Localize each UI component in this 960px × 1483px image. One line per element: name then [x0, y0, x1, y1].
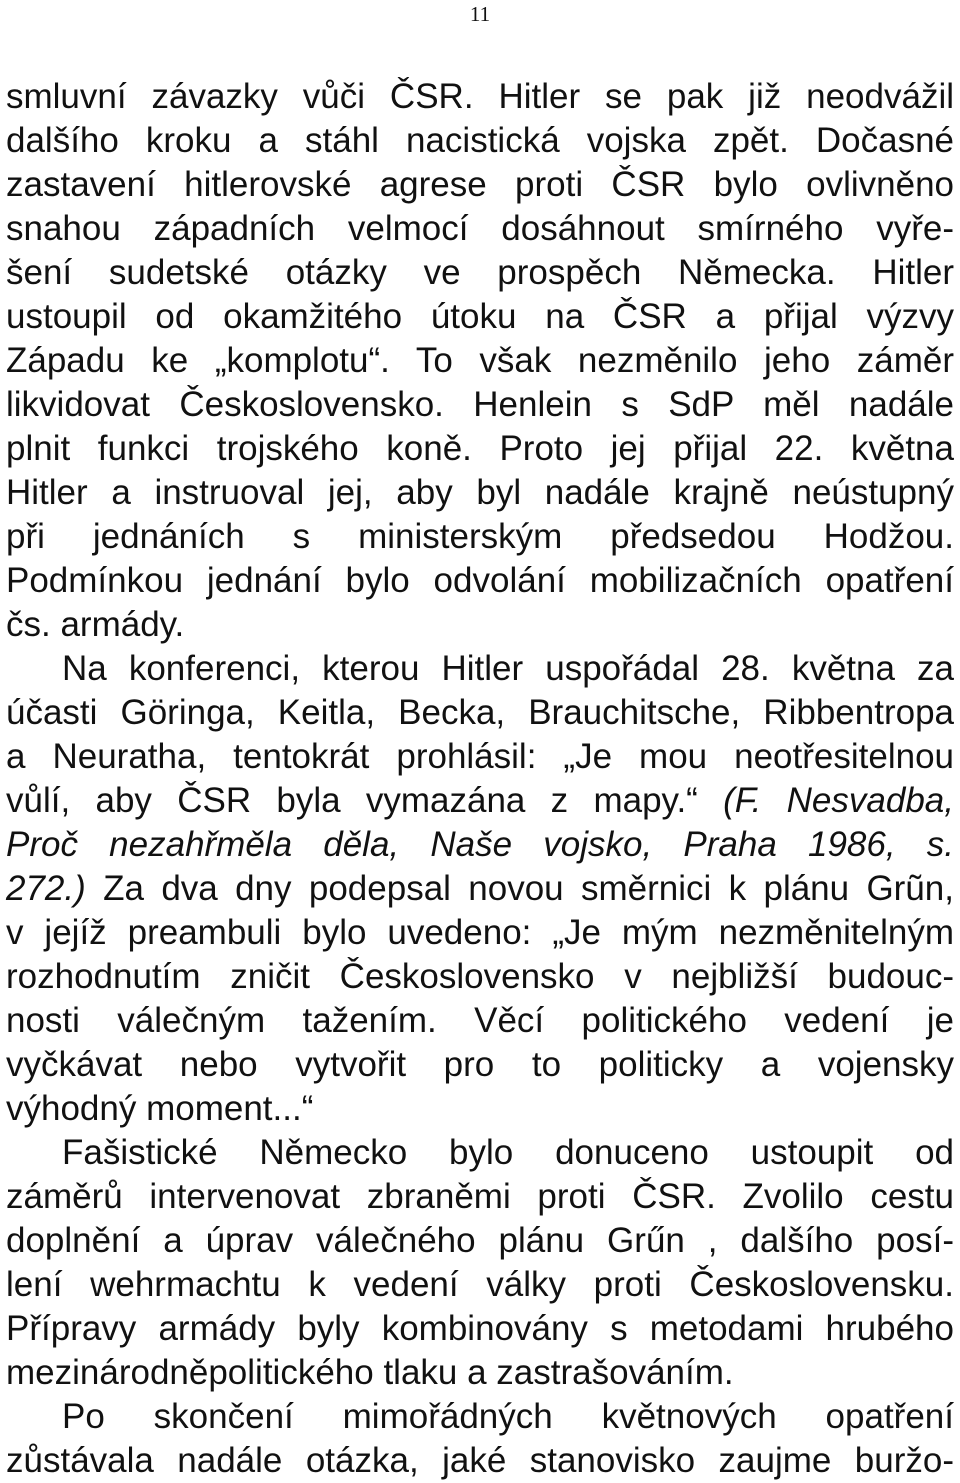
citation-text: 272.): [6, 869, 86, 908]
text-line: plnit funkci trojského koně. Proto jej přijal 22. května: [6, 429, 954, 468]
citation-text: (F. Nesvadba,: [723, 781, 954, 820]
page-number: 11: [469, 2, 491, 26]
text-line: v jejíž preambuli bylo uvedeno: „Je mým nezměnitelným: [6, 913, 954, 952]
text-line: Západu ke „komplotu“. To však nezměnilo jeho záměr: [6, 341, 954, 380]
text-segment: Za dva dny podepsal novou směrnici k plánu Grũn,: [85, 869, 954, 908]
text-line: rozhodnutím zničit Československo v nejbližší budouc-: [6, 957, 954, 996]
paragraph-start-line: Po skončení mimořádných květnových opatření: [62, 1397, 954, 1436]
paragraph-start-line: Fašistické Německo bylo donuceno ustoupit od: [62, 1133, 954, 1172]
text-line: Přípravy armády byly kombinovány s metodami hrubého: [6, 1309, 954, 1348]
paragraph-start-line: Na konferenci, kterou Hitler uspořádal 28. května za: [62, 649, 954, 688]
text-line: ustoupil od okamžitého útoku na ČSR a přijal výzvy: [6, 297, 954, 336]
text-line: nosti válečným tažením. Věcí politického vedení je: [6, 1001, 954, 1040]
text-line: Hitler a instruoval jej, aby byl nadále krajně neústupný: [6, 473, 954, 512]
text-line: záměrů intervenovat zbraněmi proti ČSR. Zvolilo cestu: [6, 1177, 954, 1216]
text-line: likvidovat Československo. Henlein s SdP měl nadále: [6, 385, 954, 424]
text-line-with-citation: [6, 867, 954, 911]
text-line: zůstávala nadále otázka, jaké stanovisko zaujme buržo-: [6, 1441, 954, 1480]
text-line: výhodný moment...“: [6, 1089, 314, 1128]
text-line: lení wehrmachtu k vedení války proti Československu.: [6, 1265, 954, 1304]
text-line: mezinárodněpolitického tlaku a zastrašováním.: [6, 1353, 734, 1392]
text-line: smluvní závazky vůči ČSR. Hitler se pak již neodvážil: [6, 77, 954, 116]
text-line: a Neuratha, tentokrát prohlásil: „Je mou neotřesitelnou: [6, 737, 954, 776]
text-line: Podmínkou jednání bylo odvolání mobilizačních opatření: [6, 561, 954, 600]
text-segment: vůlí, aby ČSR byla vymazána z mapy.“: [6, 781, 724, 820]
text-line: zastavení hitlerovské agrese proti ČSR bylo ovlivněno: [6, 165, 954, 204]
text-line: snahou západních velmocí dosáhnout smírného vyře-: [6, 209, 954, 248]
text-line: doplnění a úprav válečného plánu Grűn , dalšího posí-: [6, 1221, 954, 1260]
text-line: při jednáních s ministerským předsedou Hodžou.: [6, 517, 954, 556]
citation-line: Proč nezahřměla děla, Naše vojsko, Praha 1986, s.: [6, 825, 954, 864]
text-line-with-citation: [6, 779, 954, 823]
text-line: účasti Göringa, Keitla, Becka, Brauchitsche, Ribbentropa: [6, 693, 954, 732]
text-line: šení sudetské otázky ve prospěch Německa. Hitler: [6, 253, 954, 292]
text-line: vyčkávat nebo vytvořit pro to politicky a vojensky: [6, 1045, 954, 1084]
text-line: dalšího kroku a stáhl nacistická vojska zpět. Dočasné: [6, 121, 954, 160]
text-line: čs. armády.: [6, 605, 185, 644]
